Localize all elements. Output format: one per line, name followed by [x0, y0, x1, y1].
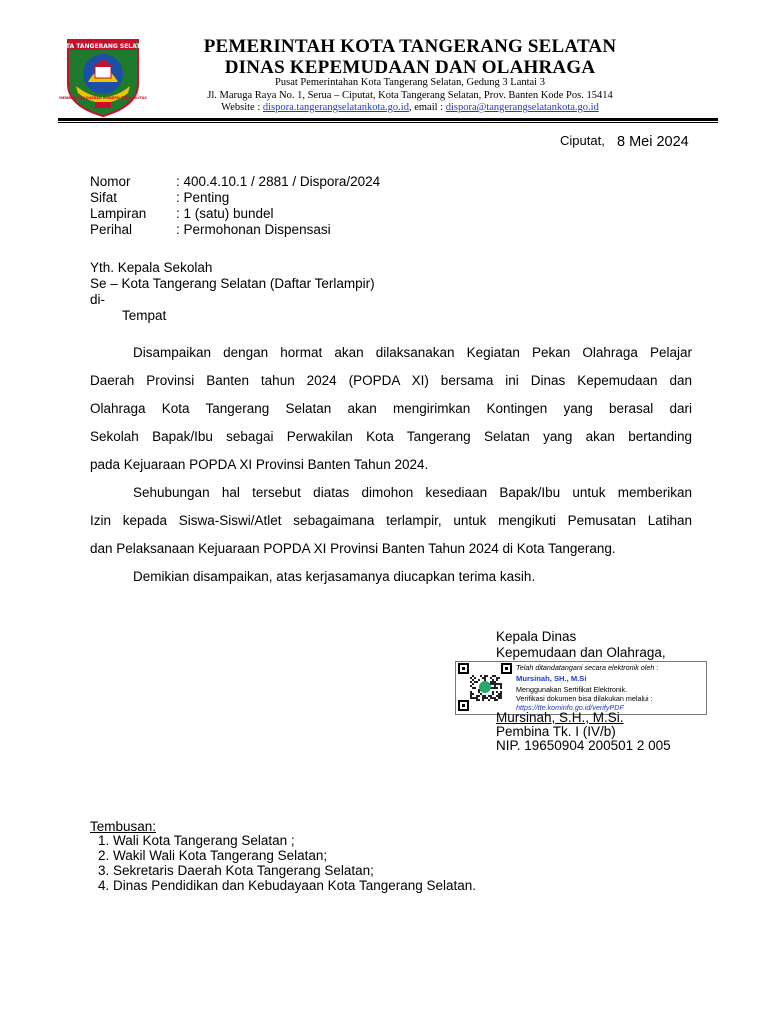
cc-item: 2. Wakil Wali Kota Tangerang Selatan;: [98, 848, 328, 863]
signature-title1: Kepala Dinas: [496, 629, 577, 644]
email-label: , email :: [408, 102, 446, 113]
body-paragraph2-line3: dan Pelaksanaan Kejuaraan POPDA XI Provinsi Banten Tahun 2024 di Kota Tangerang.: [90, 541, 616, 556]
city-emblem-logo: [56, 36, 150, 118]
meta-value-sifat: : Penting: [176, 190, 230, 205]
cc-list: [98, 833, 476, 893]
meta-key-sifat: Sifat: [90, 190, 118, 205]
body-paragraph2-line2: Izin kepada Siswa-Siswi/Atlet sebagaimana terlampir, untuk mengikuti Pemusatan Latihan: [90, 513, 692, 528]
signer-name: Mursinah, S.H., M.Si.: [496, 710, 624, 725]
letterhead-divider: [58, 118, 718, 121]
email-link[interactable]: dispora@tangerangselatankota.go.id: [445, 102, 599, 113]
cc-item: 1. Wali Kota Tangerang Selatan ;: [98, 833, 295, 848]
meta-value-lampiran: : 1 (satu) bundel: [176, 206, 274, 221]
body-paragraph1-line5: pada Kejuaraan POPDA XI Provinsi Banten Tahun 2024.: [90, 457, 429, 472]
esign-verify-link[interactable]: https://tte.kominfo.go.id/verifyPDF: [516, 703, 624, 712]
esign-signer-name: Mursinah, SH., M.Si: [516, 674, 587, 683]
recipient-line3: di-: [90, 292, 106, 307]
letterhead-office-name: DINAS KEPEMUDAAN DAN OLAHRAGA: [224, 57, 596, 78]
date-place: Ciputat,: [560, 133, 605, 148]
meta-value-perihal: : Permohonan Dispensasi: [176, 222, 331, 237]
letterhead-contact: [140, 102, 680, 113]
recipient-line2: Se – Kota Tangerang Selatan (Daftar Terlampir): [90, 276, 375, 291]
body-paragraph1-line4: Sekolah Bapak/Ibu sebagai Perwakilan Kota Tangerang Selatan yang akan bertanding: [90, 429, 692, 444]
meta-key-lampiran: Lampiran: [90, 206, 147, 221]
signature-title2: Kepemudaan dan Olahraga,: [496, 645, 666, 660]
qr-code-icon[interactable]: [458, 663, 512, 711]
body-paragraph2-line1: Sehubungan hal tersebut diatas dimohon kesediaan Bapak/Ibu untuk memberikan: [133, 485, 692, 500]
cc-item: 4. Dinas Pendidikan dan Kebudayaan Kota Tangerang Selatan.: [98, 878, 477, 893]
letter-date: 8 Mei 2024: [617, 134, 689, 150]
body-paragraph1-line2: Daerah Provinsi Banten tahun 2024 (POPDA XI) bersama ini Dinas Kepemudaan dan: [90, 373, 692, 388]
website-label: Website :: [221, 102, 263, 113]
esign-statement: Telah ditandatangani secara elektronik oleh :: [516, 663, 659, 672]
letterhead-address-line2: Jl. Maruga Raya No. 1, Serua – Ciputat, Kota Tangerang Selatan, Prov. Banten Kode Pos. 15414: [207, 90, 613, 101]
cc-item: 3. Sekretaris Daerah Kota Tangerang Selatan;: [98, 863, 374, 878]
letterhead-divider-thin: [58, 122, 718, 123]
recipient-place: Tempat: [122, 308, 167, 323]
recipient-line1: Yth. Kepala Sekolah: [90, 260, 213, 275]
cc-title: Tembusan:: [90, 819, 157, 834]
body-paragraph1-line3: Olahraga Kota Tangerang Selatan akan mengirimkan Kontingen yang berasal dari: [90, 401, 692, 416]
esign-certificate-note: Menggunakan Sertifikat Elektronik.: [516, 685, 628, 694]
esign-verify-note: Verifikasi dokumen bisa dilakukan melalui :: [516, 694, 653, 703]
body-closing: Demikian disampaikan, atas kerjasamanya diucapkan terima kasih.: [133, 569, 536, 584]
signer-rank: Pembina Tk. I (IV/b): [496, 724, 616, 739]
letterhead-address-line1: Pusat Pemerintahan Kota Tangerang Selatan, Gedung 3 Lantai 3: [275, 77, 545, 88]
meta-key-perihal: Perihal: [90, 222, 133, 237]
signer-nip: NIP. 19650904 200501 2 005: [496, 738, 671, 753]
logo-text: KOTA TANGERANG SELATAN: [56, 43, 150, 50]
meta-value-nomor: : 400.4.10.1 / 2881 / Dispora/2024: [176, 174, 381, 189]
letterhead-government-name: PEMERINTAH KOTA TANGERANG SELATAN: [203, 36, 617, 57]
meta-key-nomor: Nomor: [90, 174, 131, 189]
website-link[interactable]: dispora.tangerangselatankota.go.id: [262, 102, 409, 113]
body-paragraph1-line1: Disampaikan dengan hormat akan dilaksanakan Kegiatan Pekan Olahraga Pelajar: [133, 345, 692, 360]
logo-motto: MEMBANGUN DAERAH MODERN BERKUALITAS: [59, 96, 147, 100]
